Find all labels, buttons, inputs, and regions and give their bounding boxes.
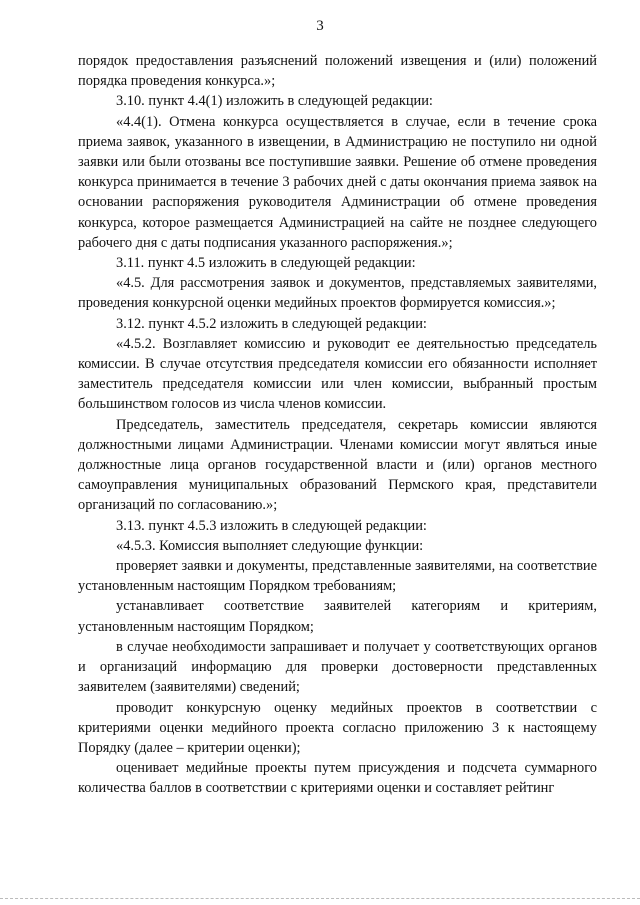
- paragraph-function-evaluation: проводит конкурсную оценку медийных проектов в соответствии с критериями оценки медийного проекта согласно приложению 3 к настоящему Порядку (далее – критерии оценки);: [78, 699, 597, 756]
- paragraph-function-compliance: устанавливает соответствие заявителей категориям и критериям, установленным настоящим Порядком;: [78, 598, 597, 635]
- paragraph-function-scoring: оценивает медийные проекты путем присуждения и подсчета суммарного количества баллов в соответствии с критериями оценки и составляет рейтинг: [78, 760, 597, 797]
- page-number: 3: [316, 18, 324, 34]
- document-body: [78, 51, 597, 799]
- paragraph-amendment-3-13: 3.13. пункт 4.5.3 изложить в следующей редакции:: [116, 517, 427, 534]
- paragraph-amendment-3-10: 3.10. пункт 4.4(1) изложить в следующей редакции:: [116, 93, 433, 110]
- paragraph-commission-officials: Председатель, заместитель председателя, секретарь комиссии являются должностными лицами Администрации. Членами комиссии могут являться иные должностные лица органов государственной власти и (или) органов местного самоуправления муниципальных образований Пермского края, представители организаций по согласованию.»;: [78, 416, 597, 514]
- page-bottom-divider: [0, 898, 640, 899]
- paragraph-clause-4-4-1: «4.4(1). Отмена конкурса осуществляется в случае, если в течение срока приема заявок, указанного в извещении, в Администрацию не поступило ни одной заявки или были отозваны все поступившие заявки. Решение об отмене проведения конкурса принимается в течение 3 рабочих дней с даты окончания приема заявок на основании распоряжения руководителя Администрации об отмене проведения конкурса, которое размещается Администрацией на сайте не позднее следующего рабочего дня с даты подписания указанного распоряжения.»;: [78, 113, 597, 251]
- paragraph-clause-4-5: «4.5. Для рассмотрения заявок и документов, представляемых заявителями, проведения конкурсной оценки медийных проектов формируется комиссия.»;: [78, 275, 597, 312]
- paragraph-continuation: порядок предоставления разъяснений положений извещения и (или) положений порядка проведения конкурса.»;: [78, 53, 597, 90]
- paragraph-function-checks: проверяет заявки и документы, представленные заявителями, на соответствие установленным настоящим Порядком требованиям;: [78, 558, 597, 595]
- paragraph-amendment-3-12: 3.12. пункт 4.5.2 изложить в следующей редакции:: [116, 315, 427, 332]
- paragraph-function-requests: в случае необходимости запрашивает и получает у соответствующих органов и организаций информацию для проверки достоверности представленных заявителем (заявителями) сведений;: [78, 638, 597, 696]
- paragraph-clause-4-5-3: «4.5.3. Комиссия выполняет следующие функции:: [116, 537, 424, 554]
- paragraph-amendment-3-11: 3.11. пункт 4.5 изложить в следующей редакции:: [116, 255, 416, 272]
- paragraph-clause-4-5-2: «4.5.2. Возглавляет комиссию и руководит ее деятельностью председатель комиссии. В случае отсутствия председателя комиссии его обязанности исполняет заместитель председателя комиссии или член комиссии, выбранный простым большинством голосов из числа членов комиссии.: [78, 335, 597, 413]
